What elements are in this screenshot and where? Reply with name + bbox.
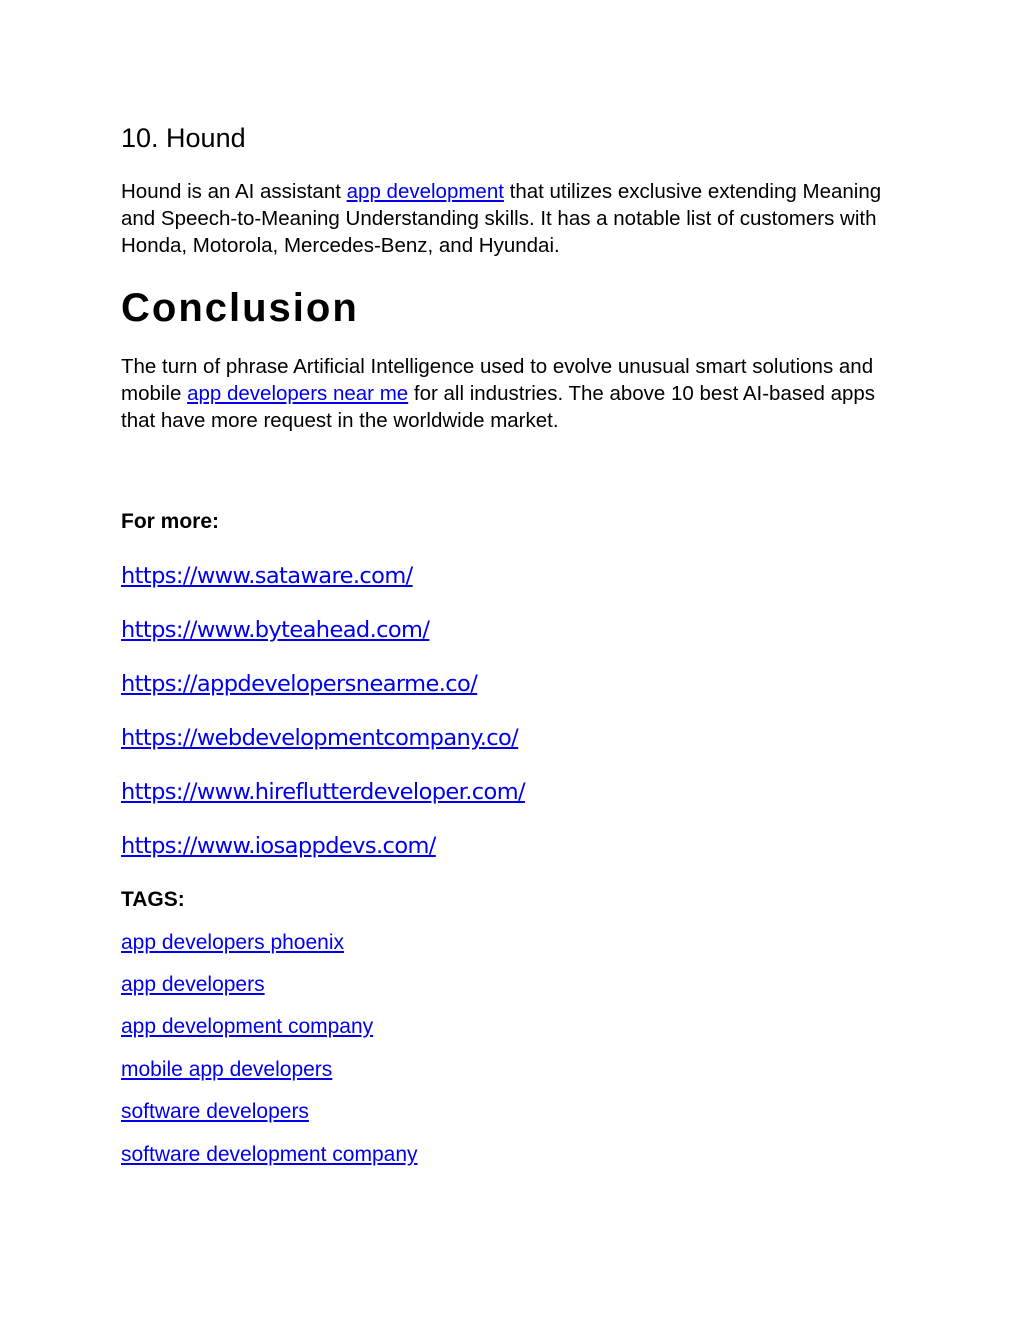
paragraph-text: that utilizes exclusive extending Meaning and Speech-to-Meaning Understanding skills. It has a notable list of customers with Honda, Motorola, Mercedes-Benz, and Hyundai. bbox=[121, 180, 882, 257]
link-hireflutterdeveloper[interactable]: https://www.hireflutterdeveloper.com/ bbox=[121, 779, 526, 805]
paragraph-text: The turn of phrase Artificial Intelligence used to evolve unusual smart solutions and mobile bbox=[121, 355, 874, 405]
tag-link[interactable]: app development company bbox=[121, 1015, 374, 1038]
link-webdevelopmentcompany[interactable]: https://webdevelopmentcompany.co/ bbox=[121, 725, 519, 751]
paragraph-text: Hound is an AI assistant bbox=[121, 180, 347, 203]
conclusion-heading: Conclusion bbox=[121, 286, 359, 330]
app-development-link[interactable]: app development bbox=[346, 180, 504, 203]
link-iosappdevs[interactable]: https://www.iosappdevs.com/ bbox=[121, 833, 436, 859]
link-appdevelopersnearme[interactable]: https://appdevelopersnearme.co/ bbox=[121, 671, 478, 697]
hound-paragraph bbox=[121, 178, 911, 259]
app-developers-near-me-link[interactable]: app developers near me bbox=[187, 382, 409, 405]
tag-link[interactable]: app developers bbox=[121, 973, 265, 996]
tag-link[interactable]: app developers phoenix bbox=[121, 931, 345, 954]
paragraph-text: for all industries. The above 10 best AI-based apps that have more request in the worldwide market. bbox=[121, 382, 876, 432]
tag-link[interactable]: software developers bbox=[121, 1100, 309, 1123]
tag-link[interactable]: software development company bbox=[121, 1143, 418, 1166]
tag-link[interactable]: mobile app developers bbox=[121, 1058, 333, 1081]
link-sataware[interactable]: https://www.sataware.com/ bbox=[121, 563, 413, 589]
section-heading: 10. Hound bbox=[121, 123, 246, 153]
tags-label: TAGS: bbox=[121, 888, 185, 911]
conclusion-paragraph bbox=[121, 353, 911, 434]
link-byteahead[interactable]: https://www.byteahead.com/ bbox=[121, 617, 430, 643]
for-more-label: For more: bbox=[121, 510, 220, 533]
